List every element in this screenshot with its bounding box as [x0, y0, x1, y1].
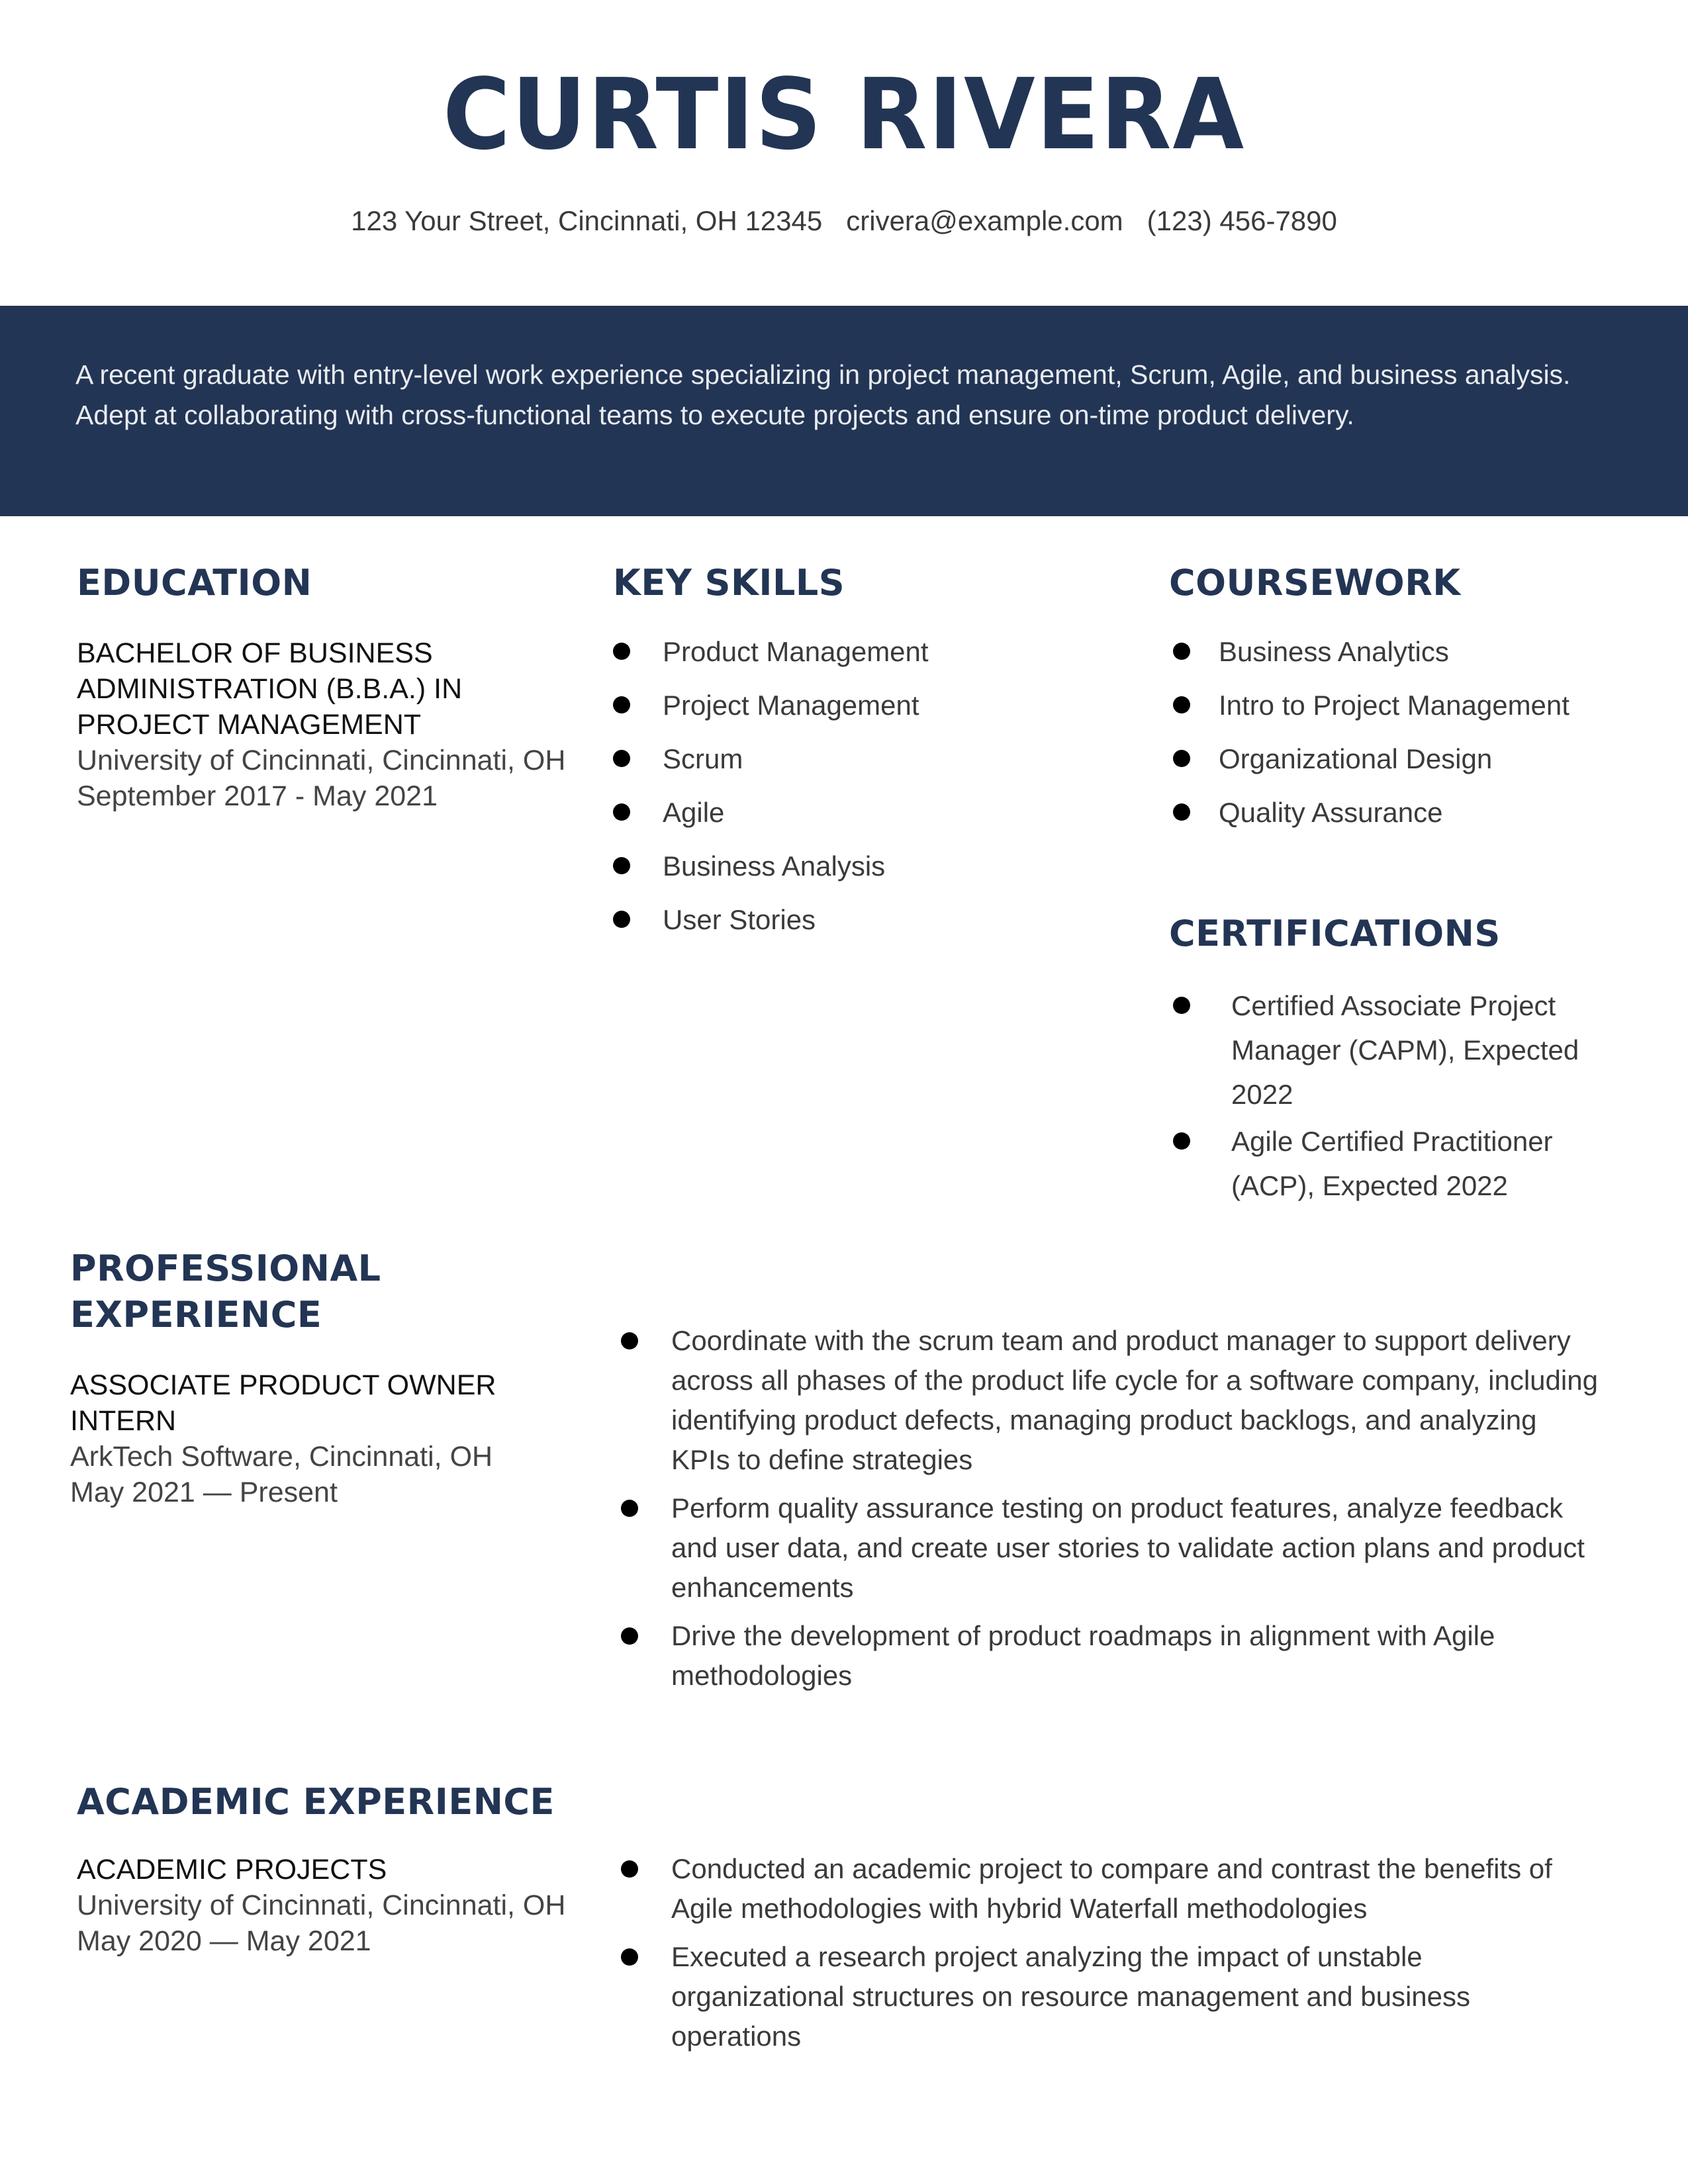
- skill-label: Scrum: [663, 743, 743, 774]
- bullet-icon: [1173, 997, 1190, 1014]
- bullet-icon: [1173, 750, 1190, 767]
- key-skills-list: [613, 625, 1129, 946]
- list-item: [621, 1488, 1601, 1608]
- coursework-list: [1169, 625, 1646, 839]
- education-dates: September 2017 - May 2021: [77, 780, 438, 812]
- bullet-icon: [621, 1860, 638, 1878]
- course-label: Business Analytics: [1219, 636, 1449, 667]
- list-item: [1169, 983, 1579, 1116]
- contact-phone[interactable]: (123) 456-7890: [1147, 205, 1337, 236]
- job-title-line: ASSOCIATE PRODUCT OWNER: [70, 1369, 496, 1401]
- skill-label: Product Management: [663, 636, 929, 667]
- skill-label: Project Management: [663, 690, 919, 721]
- contact-line: [0, 203, 1688, 240]
- coursework-heading: COURSEWORK: [1169, 562, 1461, 604]
- list-item: [621, 1849, 1601, 1929]
- academic-bullet-list: [621, 1849, 1601, 2056]
- bullet-icon: [1173, 1132, 1190, 1150]
- list-item: [1169, 625, 1646, 678]
- candidate-name: CURTIS RIVERA: [442, 58, 1246, 171]
- list-item: [613, 732, 1129, 786]
- bullet-icon: [621, 1332, 638, 1349]
- bullet-icon: [613, 696, 630, 713]
- job-company: ArkTech Software, Cincinnati, OH: [70, 1441, 493, 1473]
- list-item: [621, 1616, 1601, 1696]
- list-item: [613, 839, 1129, 893]
- key-skills-heading: KEY SKILLS: [613, 562, 845, 604]
- academic-school: University of Cincinnati, Cincinnati, OH: [77, 1889, 566, 1921]
- bullet-icon: [1173, 696, 1190, 713]
- list-item: [613, 893, 1129, 946]
- list-item: [621, 1321, 1601, 1480]
- course-label: Quality Assurance: [1219, 797, 1443, 828]
- certification-label: Agile Certified Practitioner (ACP), Expected 2022: [1231, 1126, 1553, 1201]
- degree-title: [77, 635, 567, 743]
- list-item: [1169, 732, 1646, 786]
- contact-address: 123 Your Street, Cincinnati, OH 12345: [351, 205, 823, 236]
- certifications-heading: CERTIFICATIONS: [1169, 913, 1501, 954]
- professional-experience-bullets: [621, 1321, 1601, 1704]
- professional-experience-heading: PROFESSIONAL EXPERIENCE: [70, 1248, 381, 1336]
- skill-label: User Stories: [663, 904, 816, 935]
- course-label: Organizational Design: [1219, 743, 1493, 774]
- list-item: [613, 625, 1129, 678]
- education-school: University of Cincinnati, Cincinnati, OH: [77, 745, 566, 776]
- bullet-icon: [1173, 643, 1190, 660]
- skill-label: Business Analysis: [663, 850, 886, 882]
- job-title: [70, 1367, 626, 1439]
- bullet-icon: [613, 803, 630, 821]
- contact-email[interactable]: crivera@example.com: [846, 205, 1123, 236]
- course-label: Intro to Project Management: [1219, 690, 1570, 721]
- academic-dates: May 2020 — May 2021: [77, 1925, 371, 1957]
- academic-experience-heading: ACADEMIC EXPERIENCE: [77, 1781, 555, 1823]
- job-bullet-text: Drive the development of product roadmaps in alignment with Agile methodologies: [671, 1620, 1495, 1691]
- certification-label: Certified Associate Project Manager (CAPM), Expected 2022: [1231, 990, 1579, 1110]
- list-item: [613, 786, 1129, 839]
- job-dates: May 2021 — Present: [70, 1477, 338, 1508]
- summary-line: A recent graduate with entry-level work experience specializing in project management, Scrum, Agile, and business analysis.: [75, 359, 1571, 390]
- key-skills-section: [613, 560, 1129, 946]
- bullet-icon: [1173, 803, 1190, 821]
- academic-experience-section: [77, 1779, 633, 1959]
- bullet-icon: [613, 750, 630, 767]
- bullet-icon: [613, 857, 630, 874]
- bullet-icon: [621, 1627, 638, 1645]
- degree-line: PROJECT MANAGEMENT: [77, 709, 422, 741]
- job-title-line: INTERN: [70, 1405, 177, 1437]
- skill-label: Agile: [663, 797, 725, 828]
- job-bullet-text: Perform quality assurance testing on product features, analyze feedback and user data, and create user stories to validate action plans and product enhancements: [671, 1492, 1585, 1603]
- bullet-icon: [613, 643, 630, 660]
- education-heading: EDUCATION: [77, 562, 312, 604]
- bullet-icon: [621, 1948, 638, 1966]
- summary-line: Adept at collaborating with cross-functional teams to execute projects and ensure on-time product delivery.: [75, 400, 1354, 430]
- list-item: [1169, 786, 1646, 839]
- academic-bullet-text: Conducted an academic project to compare and contrast the benefits of Agile methodologies with hybrid Waterfall methodologies: [671, 1853, 1552, 1924]
- academic-experience-bullets: [621, 1849, 1601, 2065]
- coursework-section: [1169, 560, 1646, 839]
- summary-text: [75, 355, 1618, 435]
- list-item: [1169, 1119, 1579, 1208]
- list-item: [613, 678, 1129, 732]
- education-section: [77, 560, 567, 814]
- list-item: [621, 1937, 1601, 2056]
- certifications-list: [1169, 983, 1579, 1208]
- degree-line: ADMINISTRATION (B.B.A.) IN: [77, 673, 463, 705]
- academic-title: ACADEMIC PROJECTS: [77, 1854, 387, 1886]
- job-bullet-text: Coordinate with the scrum team and product manager to support delivery across all phases of the product life cycle for a software company, including identifying product defects, managing product backlogs, and analyzing KPIs to define strategies: [671, 1325, 1598, 1475]
- job-bullet-list: [621, 1321, 1601, 1696]
- degree-line: BACHELOR OF BUSINESS: [77, 637, 433, 669]
- bullet-icon: [621, 1500, 638, 1517]
- professional-experience-section: [70, 1246, 626, 1510]
- academic-bullet-text: Executed a research project analyzing the impact of unstable organizational structures on resource management and business operations: [671, 1941, 1471, 2052]
- bullet-icon: [613, 911, 630, 928]
- list-item: [1169, 678, 1646, 732]
- certifications-section: [1169, 911, 1579, 1210]
